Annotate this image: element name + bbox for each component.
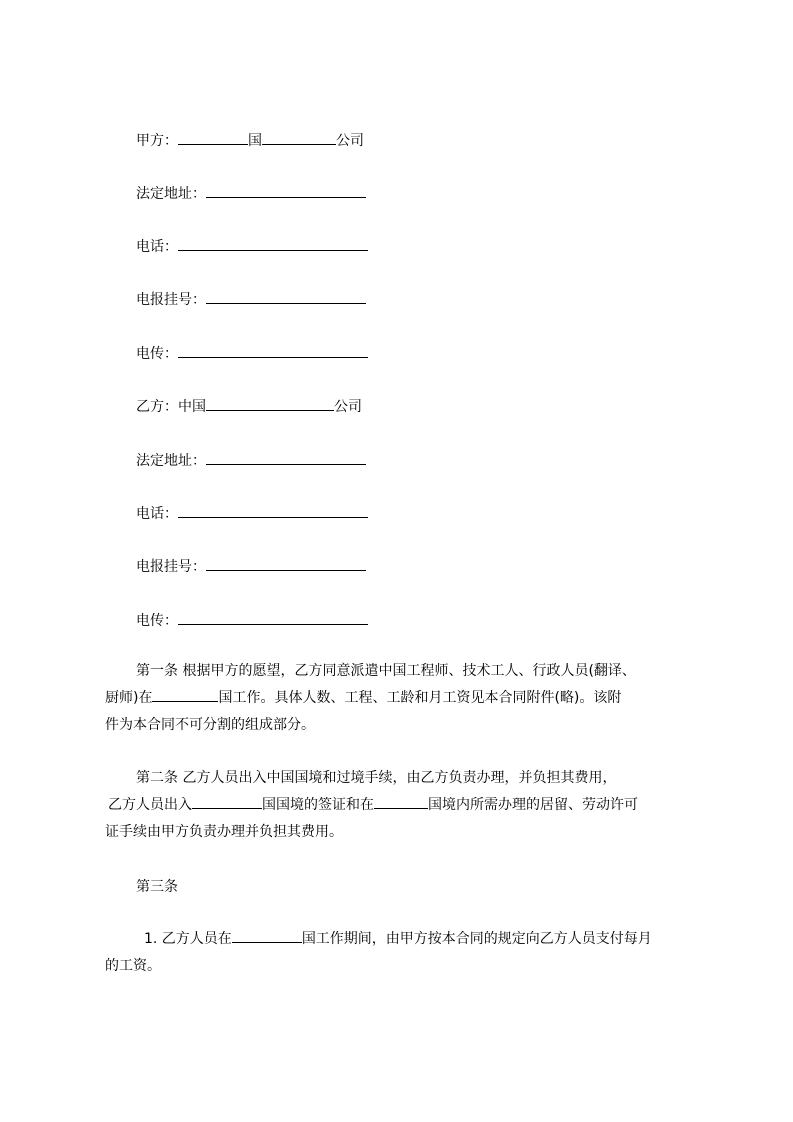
party-a-fax-blank[interactable] <box>178 345 368 358</box>
party-a-phone-label: 电话： <box>136 239 178 255</box>
party-b-phone-label: 电话： <box>136 506 178 522</box>
party-a-label: 甲方： <box>136 133 178 149</box>
party-b-fax-blank[interactable] <box>178 612 368 625</box>
party-b-phone-blank[interactable] <box>178 505 368 518</box>
party-a-country-suffix: 国 <box>248 133 262 149</box>
article-3-item-1-line-1 <box>105 926 652 953</box>
party-b-label: 乙方：中国 <box>136 399 206 415</box>
party-a-fax-label: 电传： <box>136 346 178 362</box>
article-2-line-2-start: 乙方人员出入 <box>108 797 192 813</box>
article-2-country-blank[interactable] <box>192 796 262 809</box>
article-1 <box>105 658 636 739</box>
party-b-company-blank[interactable] <box>206 398 334 411</box>
party-b-name-line <box>136 398 362 415</box>
article-2-line-3: 证手续由甲方负责办理并负担其费用。 <box>105 824 343 840</box>
article-1-line-2-start: 厨师)在 <box>105 690 153 706</box>
article-2-line-2 <box>105 792 638 819</box>
party-a-company-blank[interactable] <box>262 132 336 145</box>
party-b-address-line <box>136 452 366 469</box>
party-a-phone-line <box>136 238 368 255</box>
party-b-cable-line <box>136 558 366 575</box>
party-a-country-blank[interactable] <box>178 132 248 145</box>
party-b-company-suffix: 公司 <box>334 399 362 415</box>
party-b-address-label: 法定地址： <box>136 453 206 469</box>
article-2 <box>105 765 638 846</box>
article-1-line-2 <box>105 685 636 712</box>
article-3-item-1-line-2: 的工资。 <box>105 958 161 974</box>
party-b-address-blank[interactable] <box>206 452 366 465</box>
party-a-cable-blank[interactable] <box>206 291 366 304</box>
article-1-line-2-end: 国工作。具体人数、工程、工龄和月工资见本合同附件(略)。该附 <box>218 690 622 706</box>
party-a-cable-label: 电报挂号： <box>136 292 206 308</box>
party-b-cable-blank[interactable] <box>206 558 366 571</box>
article-2-line-2-end: 国境内所需办理的居留、劳动许可 <box>428 797 638 813</box>
article-2-line-2-mid: 国国境的签证和在 <box>262 797 374 813</box>
party-b-fax-line <box>136 612 368 629</box>
article-3-item-1-end: 国工作期间，由甲方按本合同的规定向乙方人员支付每月 <box>301 931 652 947</box>
party-a-cable-line <box>136 291 366 308</box>
article-3-item-1 <box>105 926 652 980</box>
article-2-line-1: 第二条 乙方人员出入中国国境和过境手续，由乙方负责办理，并负担其费用， <box>136 770 617 786</box>
party-b-fax-label: 电传： <box>136 613 178 629</box>
party-b-cable-label: 电报挂号： <box>136 559 206 575</box>
article-3-title: 第三条 <box>136 879 178 895</box>
article-1-country-blank[interactable] <box>152 689 218 702</box>
article-3-item-1-start: 1. 乙方人员在 <box>144 931 232 947</box>
article-1-line-3: 件为本合同不可分割的组成部分。 <box>105 717 315 733</box>
article-3-country-blank[interactable] <box>232 930 302 943</box>
party-a-address-label: 法定地址： <box>136 186 206 202</box>
article-1-line-1: 第一条 根据甲方的愿望，乙方同意派遣中国工程师、技术工人、行政人员(翻译、 <box>136 663 636 679</box>
party-a-address-line <box>136 185 366 202</box>
party-b-phone-line <box>136 505 368 522</box>
article-2-country-blank-2[interactable] <box>374 796 428 809</box>
party-a-company-suffix: 公司 <box>336 133 364 149</box>
party-a-address-blank[interactable] <box>206 185 366 198</box>
party-a-phone-blank[interactable] <box>178 238 368 251</box>
party-a-name-line <box>136 132 364 149</box>
party-a-fax-line <box>136 345 368 362</box>
